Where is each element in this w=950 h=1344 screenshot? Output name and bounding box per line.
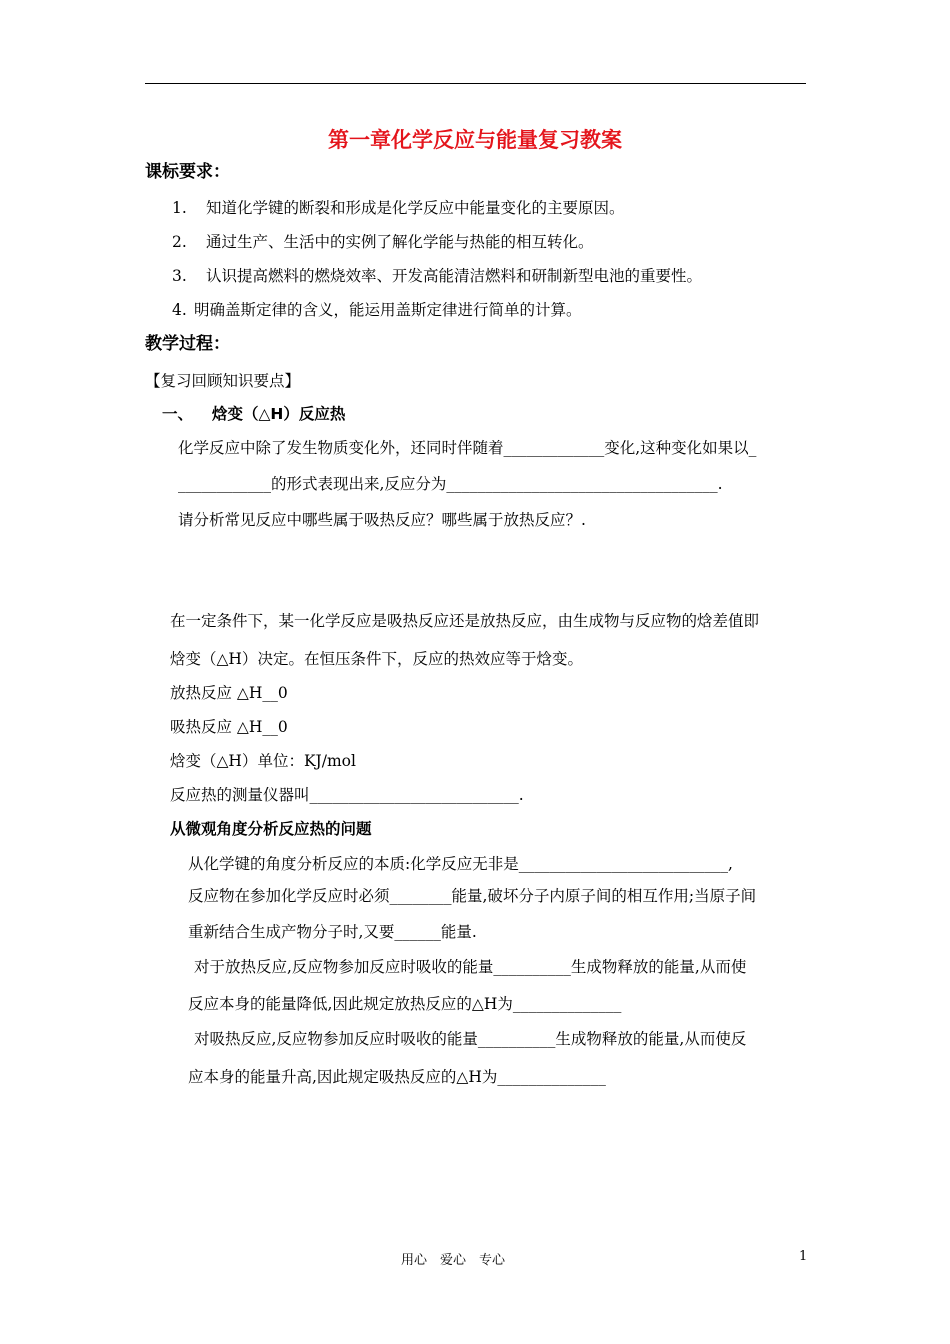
section-heading-process: 教学过程： <box>145 334 230 354</box>
paragraph-line: 反应本身的能量降低,因此规定放热反应的△H为______________ <box>188 995 622 1013</box>
header-rule <box>145 83 806 84</box>
requirement-number: 4. <box>172 301 187 319</box>
section-heading-requirements: 课标要求： <box>145 162 230 182</box>
paragraph-line: 请分析常见反应中哪些属于吸热反应？哪些属于放热反应？. <box>178 511 586 529</box>
requirement-item: 通过生产、生活中的实例了解化学能与热能的相互转化。 <box>206 233 594 251</box>
paragraph-line: 化学反应中除了发生物质变化外，还同时伴随着_____________变化,这种变化如果以_ <box>178 439 757 457</box>
requirement-number: 3. <box>172 267 187 285</box>
paragraph-line: ____________的形式表现出来,反应分为___________________________________. <box>178 475 723 493</box>
footer-motto: 用心 爱心 专心 <box>401 1253 506 1268</box>
exothermic-line: 放热反应 △H__0 <box>170 684 288 702</box>
part-number: 一、 <box>162 405 194 423</box>
paragraph-line: 对于放热反应,反应物参加反应时吸收的能量__________生成物释放的能量,从而使 <box>194 958 747 976</box>
subsection-heading: 从微观角度分析反应热的问题 <box>170 820 372 838</box>
paragraph-line: 焓变（△H）决定。在恒压条件下，反应的热效应等于焓变。 <box>170 650 583 668</box>
paragraph-line: 从化学键的角度分析反应的本质:化学反应无非是___________________________, <box>188 855 733 873</box>
paragraph-line: 反应物在参加化学反应时必须________能量,破坏分子内原子间的相互作用;当原子间 <box>188 887 757 905</box>
endothermic-line: 吸热反应 △H__0 <box>170 718 288 736</box>
instrument-line: 反应热的测量仪器叫___________________________. <box>170 786 524 804</box>
document-title: 第一章化学反应与能量复习教案 <box>328 128 622 152</box>
page-number: 1 <box>799 1249 808 1264</box>
paragraph-line: 对吸热反应,反应物参加反应时吸收的能量__________生成物释放的能量,从而使反 <box>194 1030 747 1048</box>
requirement-item: 明确盖斯定律的含义，能运用盖斯定律进行简单的计算。 <box>194 301 582 319</box>
requirement-number: 2. <box>172 233 187 251</box>
requirement-item: 知道化学键的断裂和形成是化学反应中能量变化的主要原因。 <box>206 199 625 217</box>
paragraph-line: 在一定条件下，某一化学反应是吸热反应还是放热反应，由生成物与反应物的焓差值即 <box>170 612 760 630</box>
requirement-item: 认识提高燃料的燃烧效率、开发高能清洁燃料和研制新型电池的重要性。 <box>206 267 703 285</box>
part-heading: 焓变（△H）反应热 <box>212 405 346 423</box>
review-label: 【复习回顾知识要点】 <box>145 372 301 390</box>
requirement-number: 1. <box>172 199 187 217</box>
unit-line: 焓变（△H）单位：KJ/mol <box>170 752 356 770</box>
paragraph-line: 应本身的能量升高,因此规定吸热反应的△H为______________ <box>188 1068 606 1086</box>
paragraph-line: 重新结合生成产物分子时,又要______能量. <box>188 923 477 941</box>
